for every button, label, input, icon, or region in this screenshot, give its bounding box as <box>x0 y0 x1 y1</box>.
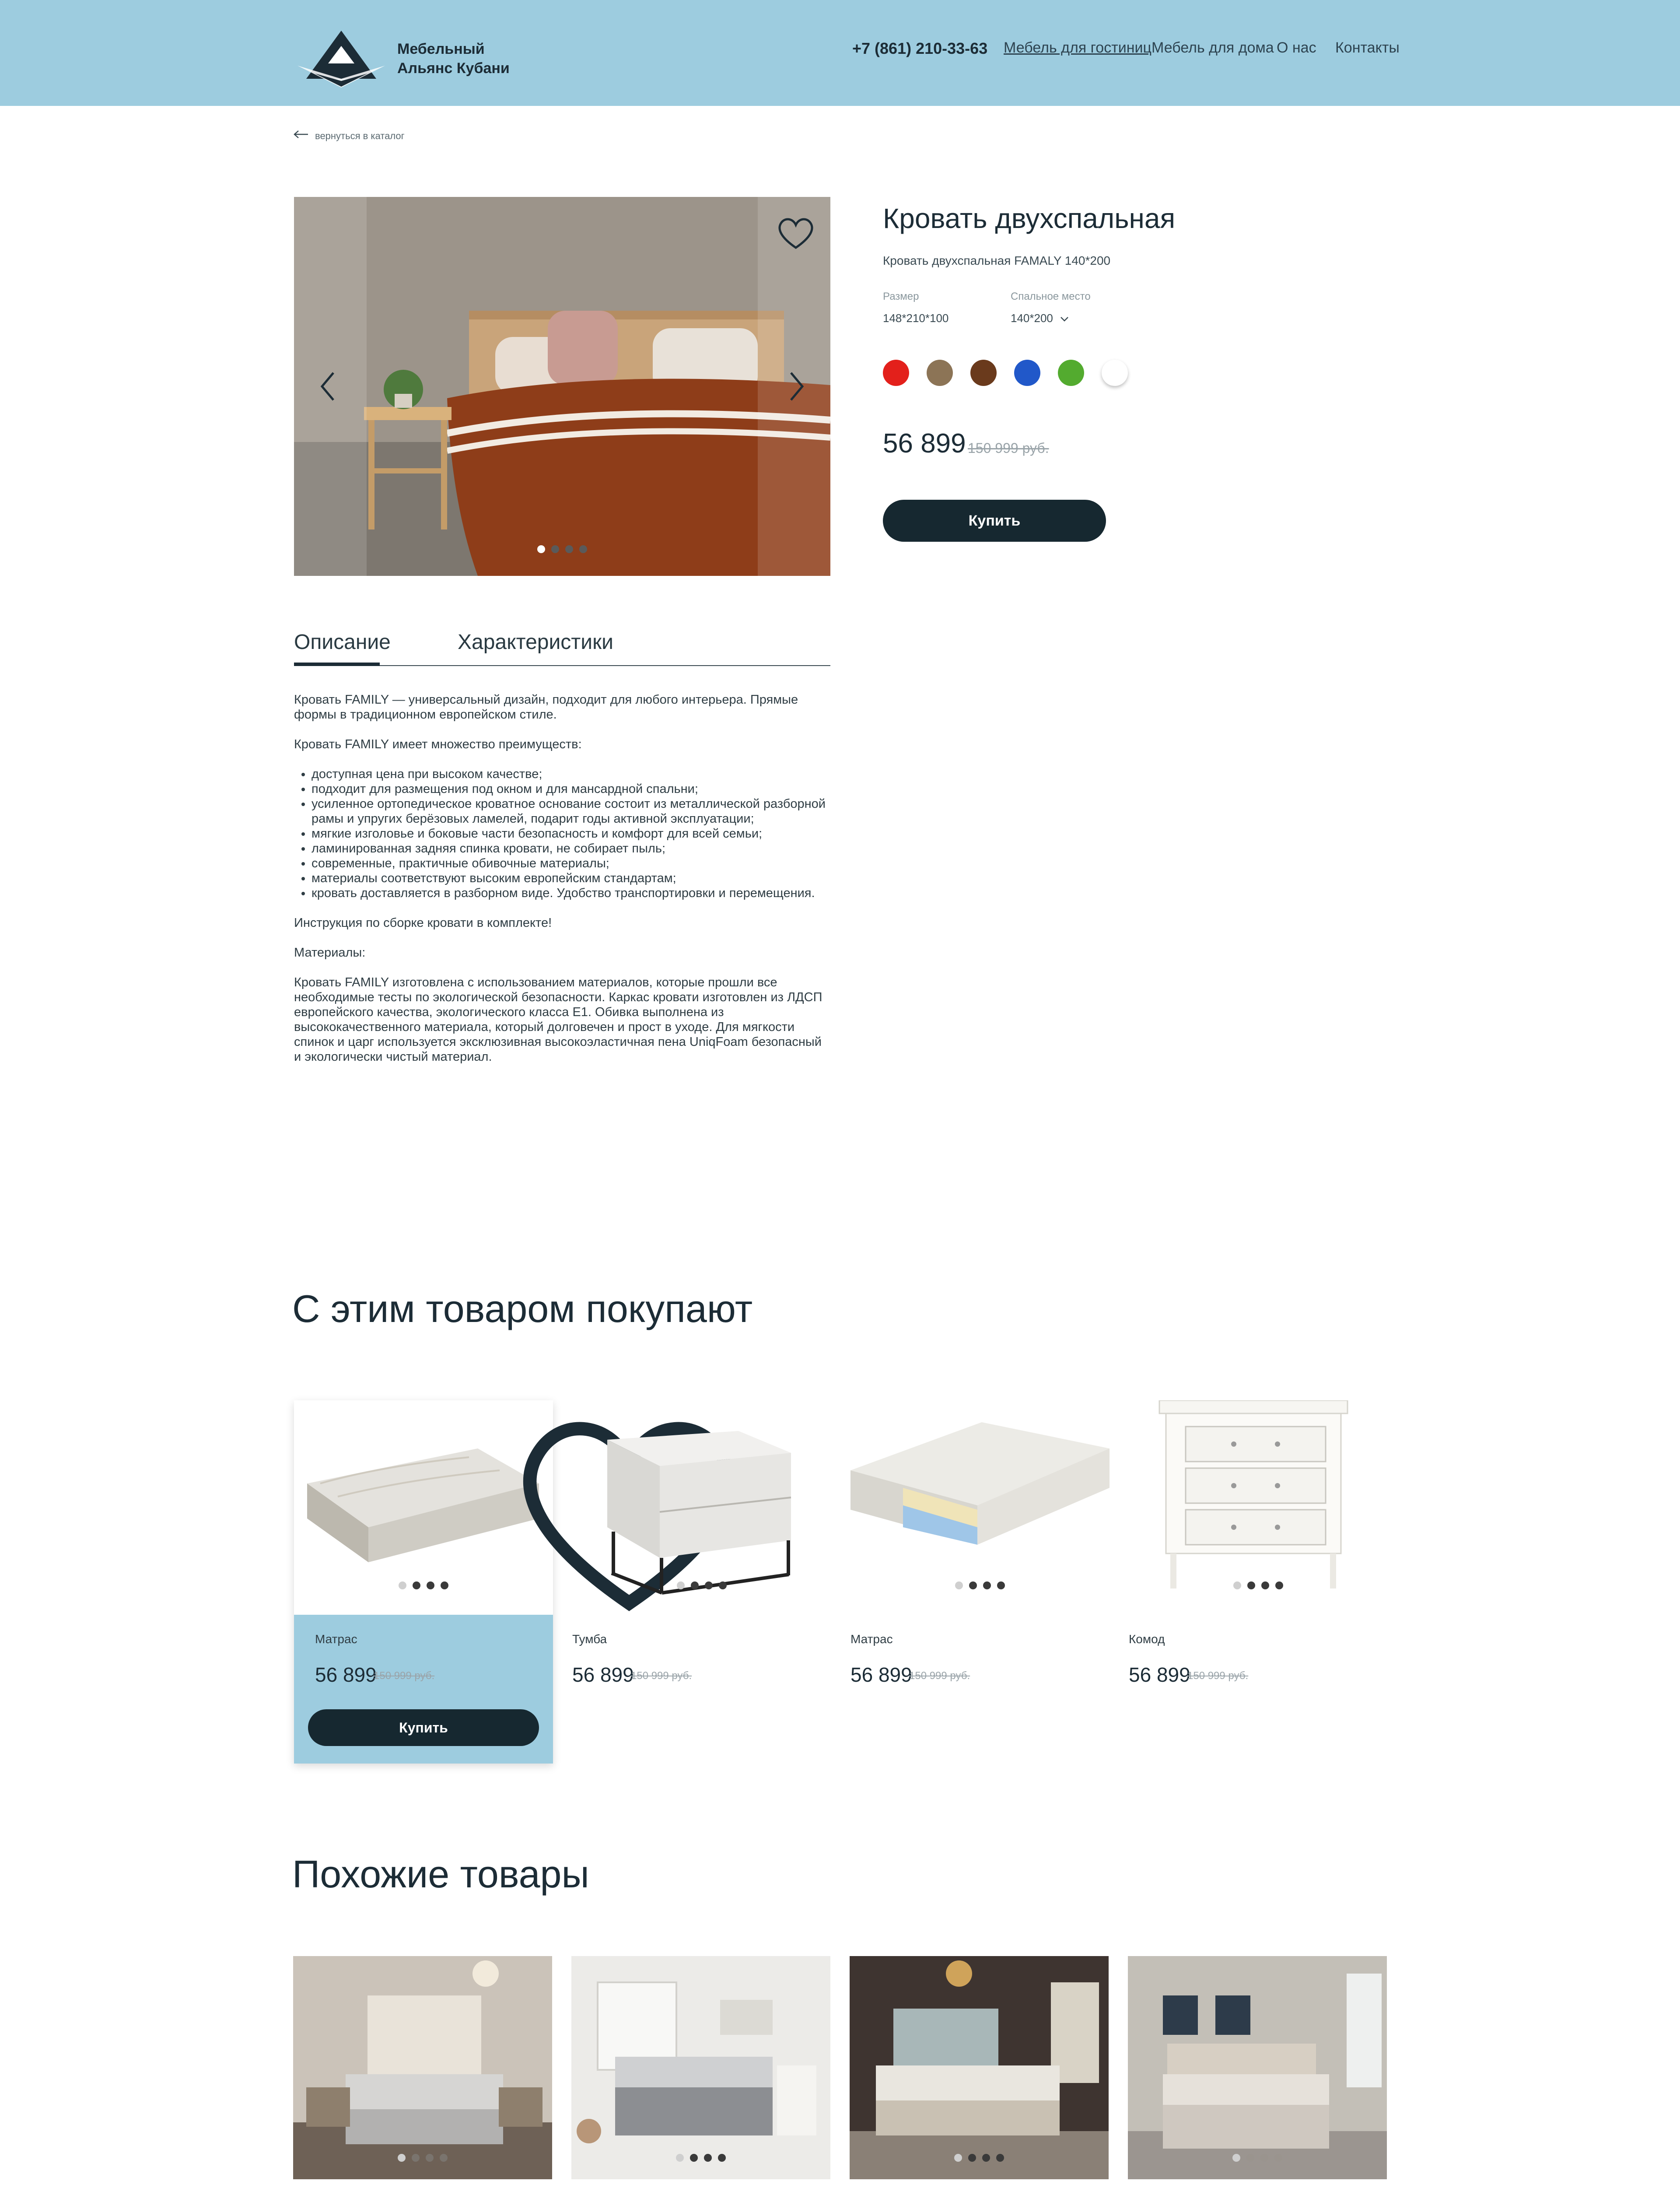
image-dot[interactable] <box>1260 2154 1268 2162</box>
gallery-dot[interactable] <box>565 545 573 553</box>
product-gallery[interactable] <box>294 197 830 576</box>
image-dot[interactable] <box>398 2154 406 2162</box>
product-image <box>294 1400 553 1615</box>
card-price: 56 899 <box>572 1663 634 1686</box>
card-old-price: 150 999 руб. <box>631 1670 692 1682</box>
image-dot[interactable] <box>719 1581 727 1589</box>
card-product-name: Комод <box>1129 1632 1165 1646</box>
color-swatch-white[interactable] <box>1102 360 1128 386</box>
image-dots <box>1129 1581 1388 1589</box>
gallery-dot[interactable] <box>551 545 559 553</box>
image-dots <box>294 1581 553 1589</box>
card-price: 56 899 <box>850 1663 912 1686</box>
image-dot[interactable] <box>955 1581 963 1589</box>
chevron-down-icon <box>1060 316 1069 322</box>
tab-description[interactable]: Описание <box>294 631 391 654</box>
tab-characteristics[interactable]: Характеристики <box>458 631 613 654</box>
size-value: 148*210*100 <box>883 312 949 325</box>
product-image <box>1129 1400 1388 1615</box>
card-product-name: Тумба <box>572 1632 607 1646</box>
product-subtitle: Кровать двухспальная FAMALY 140*200 <box>883 254 1111 267</box>
site-header <box>0 0 1680 106</box>
nav-about[interactable]: О нас <box>1277 39 1316 56</box>
list-item: • кровать доставляется в разборном виде. Удобство транспортировки и перемещения. <box>312 886 830 901</box>
gallery-dot[interactable] <box>579 545 587 553</box>
card-old-price: 150 999 руб. <box>374 1670 435 1682</box>
color-swatch-beige[interactable] <box>927 360 953 386</box>
image-dots <box>1128 2154 1387 2162</box>
product-image <box>572 1400 831 1615</box>
description-paragraph: Инструкция по сборке кровати в комплекте! <box>294 916 552 930</box>
image-dots <box>571 2154 830 2162</box>
logo-line1: Мебельный <box>397 41 485 57</box>
similar-section-title: Похожие товары <box>292 1852 589 1896</box>
image-dot[interactable] <box>690 2154 698 2162</box>
description-paragraph: Кровать FAMILY — универсальный дизайн, подходит для любого интерьера. Прямые формы в традиционном европейском стиле. <box>294 693 798 722</box>
image-dot[interactable] <box>954 2154 962 2162</box>
description-paragraph: Кровать FAMILY имеет множество преимуществ: <box>294 737 582 751</box>
image-dot[interactable] <box>1246 2154 1254 2162</box>
image-dot[interactable] <box>1261 1581 1269 1589</box>
card-product-name: Матрас <box>315 1632 357 1646</box>
image-dot[interactable] <box>1233 1581 1241 1589</box>
image-dot[interactable] <box>718 2154 726 2162</box>
nav-hotel-furniture[interactable]: Мебель для гостиниц <box>1004 39 1152 56</box>
image-dot[interactable] <box>427 1581 434 1589</box>
related-section-title: С этим товаром покупают <box>292 1287 753 1330</box>
back-arrow-icon[interactable] <box>293 130 309 139</box>
image-dot[interactable] <box>1274 2154 1282 2162</box>
back-to-catalog-link[interactable]: вернуться в каталог <box>315 130 405 141</box>
color-swatch-brown[interactable] <box>970 360 997 386</box>
product-image <box>571 1956 830 2179</box>
list-item: • усиленное ортопедическое кроватное основание состоит из металлической разборной рамы и упругих берёзовых ламелей, подарит годы активной эксплуатации; <box>312 796 830 826</box>
related-product-card[interactable] <box>294 1400 553 1764</box>
image-dot[interactable] <box>982 2154 990 2162</box>
image-dot[interactable] <box>440 2154 448 2162</box>
image-dot[interactable] <box>997 1581 1005 1589</box>
gallery-dots <box>294 545 830 553</box>
product-image <box>293 1956 552 2179</box>
image-dot[interactable] <box>1232 2154 1240 2162</box>
product-description <box>294 692 830 1079</box>
card-buy-button[interactable]: Купить <box>308 1709 539 1746</box>
product-image <box>850 1400 1110 1615</box>
sleep-place-value: 140*200 <box>1011 312 1053 325</box>
card-price: 56 899 <box>315 1663 377 1686</box>
product-image <box>1128 1956 1387 2179</box>
image-dot[interactable] <box>996 2154 1004 2162</box>
sleep-place-label: Спальное место <box>1011 291 1091 302</box>
nav-contacts[interactable]: Контакты <box>1335 39 1400 56</box>
image-dot[interactable] <box>704 2154 712 2162</box>
image-dot[interactable] <box>1247 1581 1255 1589</box>
image-dot[interactable] <box>969 1581 977 1589</box>
list-item: • материалы соответствуют высоким европейским стандартам; <box>312 871 830 886</box>
product-old-price: 150 999 руб. <box>968 440 1049 456</box>
card-price: 56 899 <box>1129 1663 1190 1686</box>
active-tab-indicator <box>294 663 380 666</box>
card-product-name: Матрас <box>850 1632 893 1646</box>
list-item: • подходит для размещения под окном и для мансардной спальни; <box>312 782 830 796</box>
gallery-dot[interactable] <box>537 545 545 553</box>
header-phone[interactable]: +7 (861) 210-33-63 <box>852 39 988 57</box>
list-item: • доступная цена при высоком качестве; <box>312 767 830 782</box>
related-product-card[interactable] <box>572 1400 831 1764</box>
gallery-image <box>294 197 830 576</box>
logo-text <box>397 39 510 78</box>
buy-button[interactable]: Купить <box>883 500 1106 542</box>
list-item: • мягкие изголовье и боковые части безопасность и комфорт для всей семьи; <box>312 826 830 841</box>
nav-home-furniture[interactable]: Мебель для дома <box>1152 39 1274 56</box>
description-paragraph: Кровать FAMILY изготовлена с использованием материалов, которые прошли все необходимые тесты по экологической безопасности. Каркас кровати изготовлен из ЛДСП европейского качества, экологического класса Е1. Обивка выполнена из высококачественного материала, который долговечен и прост в уходе. Для мягкости спинок и царг используется эксклюзивная высокоэластичная пена UniqFoam безопасный и экологически чистый материал. <box>294 975 822 1064</box>
chevron-left-icon[interactable] <box>319 371 337 402</box>
product-price: 56 899 <box>883 428 966 459</box>
image-dot[interactable] <box>1275 1581 1283 1589</box>
image-dot[interactable] <box>968 2154 976 2162</box>
color-swatch-blue[interactable] <box>1014 360 1040 386</box>
product-title: Кровать двухспальная <box>883 203 1176 234</box>
related-product-card[interactable] <box>850 1400 1110 1764</box>
image-dot[interactable] <box>412 2154 420 2162</box>
card-old-price: 150 999 руб. <box>1187 1670 1249 1682</box>
logo-line2: Альянс Кубани <box>397 60 510 77</box>
heart-icon[interactable] <box>776 215 816 250</box>
image-dot[interactable] <box>413 1581 420 1589</box>
product-image <box>850 1956 1109 2179</box>
description-paragraph: Материалы: <box>294 946 366 960</box>
image-dots <box>572 1581 831 1589</box>
image-dot[interactable] <box>983 1581 991 1589</box>
image-dots <box>850 1581 1110 1589</box>
image-dots <box>293 2154 552 2162</box>
image-dots <box>850 2154 1109 2162</box>
image-dot[interactable] <box>441 1581 448 1589</box>
chevron-right-icon[interactable] <box>788 371 805 402</box>
list-item: • ламинированная задняя спинка кровати, не собирает пыль; <box>312 841 830 856</box>
image-dot[interactable] <box>399 1581 406 1589</box>
image-dot[interactable] <box>691 1581 699 1589</box>
related-product-card[interactable] <box>1129 1400 1388 1764</box>
image-dot[interactable] <box>677 1581 685 1589</box>
image-dot[interactable] <box>426 2154 434 2162</box>
sleep-place-select[interactable] <box>1011 312 1069 325</box>
advantages-list <box>294 767 830 901</box>
color-swatch-red[interactable] <box>883 360 909 386</box>
list-item: • современные, практичные обивочные материалы; <box>312 856 830 871</box>
card-old-price: 150 999 руб. <box>909 1670 970 1682</box>
image-dot[interactable] <box>705 1581 713 1589</box>
color-swatch-green[interactable] <box>1058 360 1084 386</box>
image-dot[interactable] <box>676 2154 684 2162</box>
size-label: Размер <box>883 291 919 302</box>
